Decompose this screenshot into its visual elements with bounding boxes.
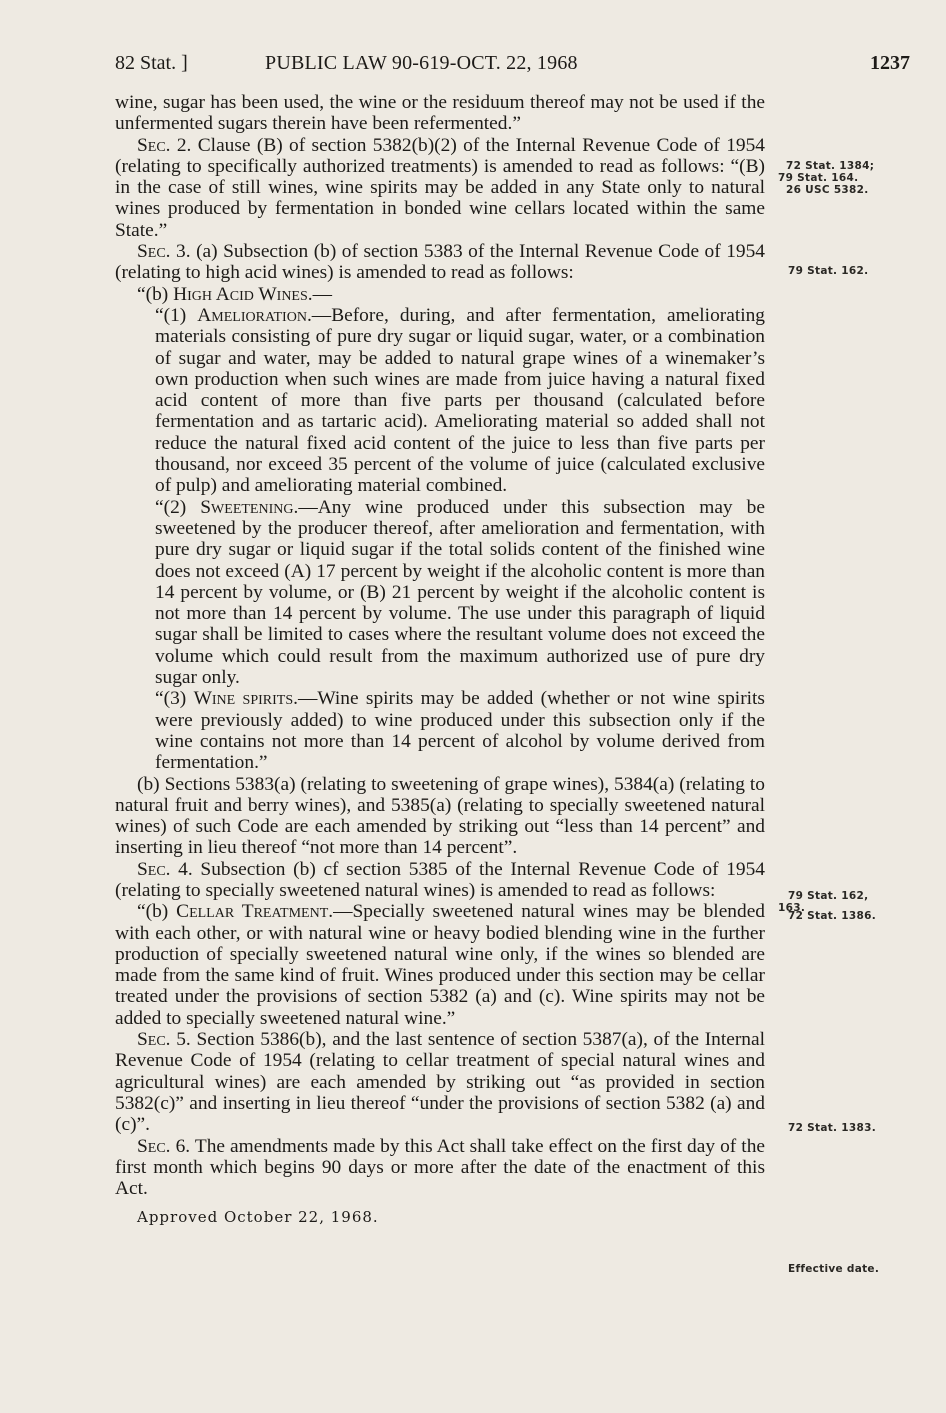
paragraph-amelioration: “(1) Amelioration.—Before, during, and after fermentation, ameliorating materials consisting of pure dry sugar or liquid sugar, water, or a combination of sugar and water, may be added to natural grape wines of a winemaker’s own production when such wines are made from juice having a natural fixed acid content of more than five parts per thousand (calculated before fermentation and as tartaric acid). Ameliorating material so added shall not reduce the natural fixed acid content of the juice to less than five parts per thousand, nor exceed 35 percent of the volume of juice (calculated exclusive of pulp) and ameliorating material combined. [155, 304, 765, 497]
section-5: Sec. 5. Section 5386(b), and the last sentence of section 5387(a), of the Internal Revenue Code of 1954 (relating to cellar treatment of special natural wines and agricultural wines) are each amended by striking out “as provided in section 5382(c)” and inserting in lieu thereof “under the provisions of section 5382 (a) and (c)”. [115, 1029, 765, 1136]
page-header [115, 52, 910, 82]
paragraph-wine-spirits: “(3) Wine spirits.—Wine spirits may be added (whether or not wine spirits were previously added) to wine produced under this subsection only if the wine contains not more than 14 percent of alcohol by volume derived from fermentation.” [155, 688, 765, 774]
section-label: Sec. 4. [137, 858, 193, 880]
section-label: Sec. 2. [137, 134, 192, 156]
paragraph-sweetening: “(2) Sweetening.—Any wine produced under this subsection may be sweetened by the producer thereof, after amelioration and fermentation, with pure dry sugar or liquid sugar if the total solids content of the finished wine does not exceed (A) 17 percent by weight if the alcoholic content is more than 14 percent by volume, or (B) 21 percent by weight if the alcoholic content is not more than 14 percent by volume. The use under this paragraph of liquid sugar shall be limited to cases where the resultant volume does not exceed the volume which could result from the maximum authorized use of pure dry sugar only. [155, 496, 765, 689]
margin-citation-section-4: 72 Stat. 1383. [788, 1122, 877, 1134]
margin-note-effective-date: Effective date. [788, 1263, 880, 1275]
section-4: Sec. 4. Subsection (b) cf section 5385 of the Internal Revenue Code of 1954 (relating to specially sweetened natural wines) is amended to read as follows: [115, 858, 765, 901]
section-label: Sec. 5. [137, 1029, 191, 1051]
margin-citation-section-3: 79 Stat. 162. [788, 265, 869, 277]
margin-citation-subsection-3b: 79 Stat. 162, 163. 72 Stat. 1386. [778, 890, 877, 922]
section-label: Sec. 3. [137, 241, 191, 263]
section-label: Sec. 6. [137, 1135, 191, 1157]
volume-reference: 82 Stat. ] [115, 52, 188, 74]
approval-date: Approved October 22, 1968. [137, 1208, 379, 1227]
subsection-b-heading: “(b) High Acid Wines.— [137, 283, 333, 305]
cellar-treatment: “(b) Cellar Treatment.—Specially sweetened natural wines may be blended with each other, or with natural wine or heavy bodied blending wine in the further production of specially sweetened natural wine only, if the wines so blended are made from the same kind of fruit. Wines produced under this section may be cellar treated under the provisions of section 5382 (a) and (c). Wine spirits may not be added to specially sweetened natural wine.” [115, 901, 765, 1029]
margin-citation-section-2: 72 Stat. 1384; 79 Stat. 164. 26 USC 5382. [778, 160, 875, 196]
law-title: PUBLIC LAW 90-619-OCT. 22, 1968 [265, 52, 578, 74]
section-6: Sec. 6. The amendments made by this Act shall take effect on the first day of the first month which begins 90 days or more after the date of the enactment of this Act. [115, 1135, 765, 1200]
section-3: Sec. 3. (a) Subsection (b) of section 5383 of the Internal Revenue Code of 1954 (relating to high acid wines) is amended to read as follows: [115, 241, 765, 284]
page-number: 1237 [870, 52, 910, 74]
body-text [115, 92, 765, 1229]
section-2: Sec. 2. Clause (B) of section 5382(b)(2) of the Internal Revenue Code of 1954 (relating to specifically authorized treatments) is amended to read as follows: “(B) in the case of still wines, wine spirits may be added in any State only to natural wines produced by fermentation in bonded wine cellars located within the same State.” [115, 134, 765, 241]
subsection-3b: (b) Sections 5383(a) (relating to sweetening of grape wines), 5384(a) (relating to natural fruit and berry wines), and 5385(a) (relating to specially sweetened natural wines) of such Code are each amended by striking out “less than 14 percent” and inserting in lieu thereof “not more than 14 percent”. [115, 773, 765, 859]
paragraph-continuation: wine, sugar has been used, the wine or the residuum thereof may not be used if the unfermented sugars therein have been refermented.” [115, 92, 765, 135]
